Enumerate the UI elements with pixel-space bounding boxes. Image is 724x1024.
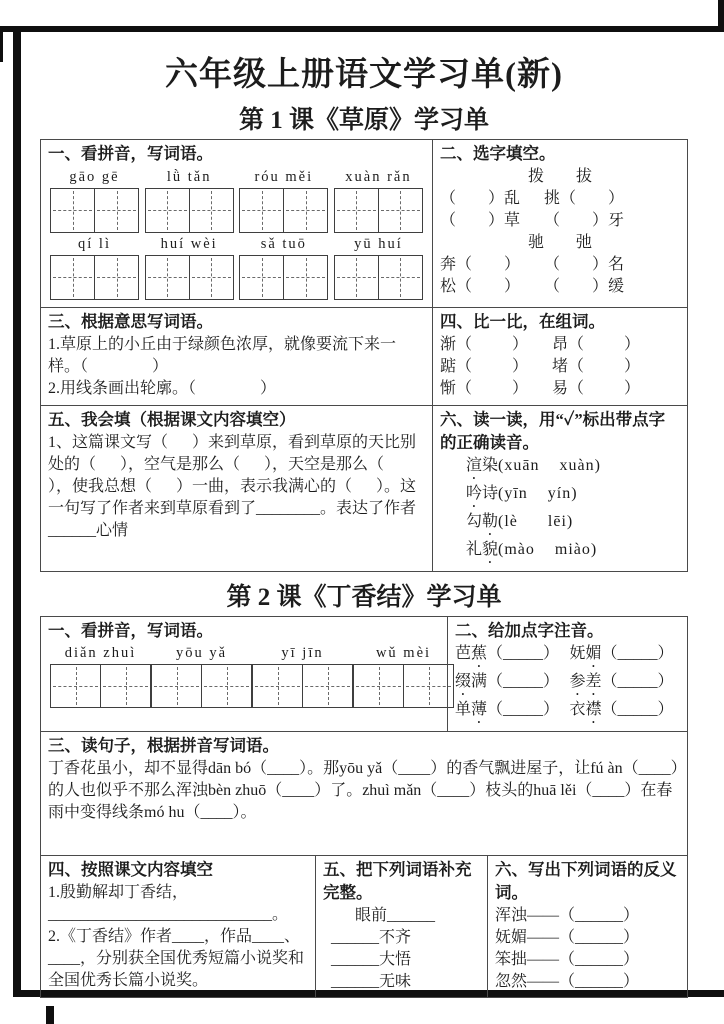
pinyin-label: xuàn rǎn [345, 168, 412, 185]
dotted-char: 媚 [585, 645, 602, 663]
pronunciation-item [440, 511, 680, 539]
pinyin-sentence-paragraph: 丁香花虽小，却不显得dān bó（____）。那yōu yǎ（____）的香气飘进屋子，让fú àn（____）的人也似乎不那么浑浊bèn zhuō（____）了。zhuì mǎn（____）枝头的huā lěi（____）在春雨中变得线条mó hu（____）。 [48, 760, 679, 822]
annotate-item [570, 671, 681, 699]
tianzige-cell [253, 665, 302, 707]
word-part: 单 [455, 701, 472, 719]
lesson2-title: 第 2 课《丁香结》学习单 [226, 583, 502, 611]
pronunciation-item [440, 455, 680, 483]
section-heading: 六、读一读，用“✓”标出带点字的正确读音。 [440, 410, 666, 452]
pinyin-label: huí wèi [160, 235, 218, 252]
complete-word-line: ______大悟 [331, 950, 412, 968]
tianzige-grid [353, 664, 454, 708]
pinyin-options: (yīn yín) [498, 484, 578, 502]
tianzige-cell [189, 256, 233, 299]
section-heading: 五、我会填（根据课文内容填空） [48, 410, 296, 429]
tianzige-cell [201, 665, 251, 707]
lesson1-section6 [432, 406, 687, 571]
tianzige-cell [240, 256, 283, 299]
word-part: 勾 [466, 512, 483, 530]
section-heading: 一、看拼音，写词语。 [48, 144, 213, 163]
pinyin-label: wǔ mèi [375, 645, 432, 662]
dotted-char: 参差 [569, 673, 602, 691]
tianzige-cell [94, 256, 138, 299]
tianzige-grid [334, 255, 423, 300]
tianzige-cell [335, 189, 378, 232]
lesson1-table [40, 139, 688, 572]
fill-line: （ ）草 （ ）牙 [440, 211, 625, 229]
pinyin-grid-row [48, 643, 440, 708]
pinyin-label: diǎn zhuì [64, 645, 137, 662]
pinyin-label: gāo gē [69, 168, 120, 185]
lesson2-section5 [315, 856, 487, 997]
word-part: 芭 [455, 645, 472, 663]
section-heading: 三、读句子，根据拼音写词语。 [48, 736, 279, 756]
word-part: 诗 [482, 484, 499, 502]
lesson1-title: 第 1 课《草原》学习单 [238, 107, 489, 134]
tianzige-grid [252, 664, 353, 708]
pinyin-label: lǜ tǎn [166, 168, 212, 185]
section-heading: 五、把下列词语补充完整。 [323, 860, 472, 903]
worksheet-content [40, 38, 688, 998]
pinyin-label: yōu yǎ [175, 645, 228, 662]
fill-line: 松（ ） （ ）缓 [440, 278, 625, 296]
scan-left-border [13, 28, 21, 993]
annotate-item [455, 643, 566, 671]
answer-paren: （_____） [601, 673, 674, 691]
lesson1-section4 [432, 308, 687, 405]
tianzige-cell [354, 665, 403, 707]
section-heading: 二、选字填空。 [440, 144, 556, 163]
pronunciation-item [440, 539, 680, 567]
dotted-char: 貌 [482, 540, 499, 558]
dotted-char: 吟 [466, 484, 483, 502]
compare-line: 踮（ ） 堵（ ） [440, 357, 641, 375]
complete-word-line: ______不齐 [331, 928, 412, 946]
pinyin-word-group [50, 643, 151, 708]
tianzige-cell [146, 189, 189, 232]
lesson2-row3 [41, 855, 687, 997]
lesson2-section2 [447, 617, 687, 732]
tianzige-cell [51, 256, 94, 299]
pinyin-label: qí lì [78, 235, 111, 252]
antonym-line: 忽然——（______） [495, 973, 640, 991]
lesson2-row1 [41, 617, 687, 732]
pinyin-word-group [334, 167, 423, 233]
pinyin-word-group [239, 167, 328, 233]
answer-paren: （_____） [601, 701, 674, 719]
lesson1-section3 [41, 308, 432, 405]
compare-line: 惭（ ） 易（ ） [440, 379, 641, 397]
pinyin-word-group [353, 643, 454, 708]
word-part: 满 [471, 673, 488, 691]
word-part: 衣 [569, 701, 586, 719]
main-title: 六年级上册语文学习单(新) [165, 57, 563, 93]
lesson1-row2 [41, 307, 687, 405]
tianzige-cell [283, 189, 327, 232]
word-part: 礼 [466, 540, 483, 558]
pinyin-word-group [50, 234, 139, 300]
tianzige-cell [94, 189, 138, 232]
tianzige-cell [378, 189, 422, 232]
choice-chars: 驰 弛 [527, 234, 592, 251]
section-heading: 一、看拼音，写词语。 [48, 620, 213, 640]
tianzige-cell [100, 665, 150, 707]
pinyin-options: (mào miào) [498, 540, 598, 558]
word-part: 染 [482, 456, 499, 474]
answer-paren: （_____） [487, 701, 560, 719]
tianzige-cell [378, 256, 422, 299]
scan-right-border [718, 0, 724, 28]
tianzige-grid [50, 188, 139, 233]
pronunciation-item [440, 483, 680, 511]
pinyin-label: sǎ tuō [260, 235, 307, 252]
pinyin-word-group [151, 643, 252, 708]
antonym-line: 浑浊——（______） [495, 906, 640, 924]
answer-paren: （_____） [487, 673, 560, 691]
dotted-char: 渲 [466, 456, 483, 474]
lesson2-section3 [41, 732, 687, 855]
word-part: 妩 [569, 645, 586, 663]
pinyin-grid-row [48, 167, 425, 233]
pinyin-grid-row [48, 234, 425, 300]
lesson2-section6 [487, 856, 687, 997]
tianzige-cell [51, 665, 100, 707]
fill-line: （ ）乱 挑（ ） [440, 189, 625, 207]
tianzige-grid [151, 664, 252, 708]
tianzige-cell [240, 189, 283, 232]
pinyin-label: yī jīn [281, 645, 324, 662]
lesson2-section1 [41, 617, 447, 732]
tianzige-grid [145, 188, 234, 233]
lesson1-section1 [41, 140, 432, 307]
question-item: 2.《丁香结》作者____，作品____、____，分别获全国优秀短篇小说奖和全国优秀长篇小说奖。 [48, 928, 305, 990]
dotted-char: 缀 [455, 673, 472, 691]
tianzige-cell [189, 189, 233, 232]
dotted-char: 薄 [471, 701, 488, 719]
tianzige-grid [239, 188, 328, 233]
lesson2-row2 [41, 731, 687, 855]
pinyin-options: (xuān xuàn) [498, 456, 601, 474]
section-heading: 二、给加点字注音。 [455, 620, 604, 640]
lesson1-section2 [432, 140, 687, 307]
answer-paren: （_____） [601, 645, 674, 663]
next-page-border [46, 1006, 54, 1024]
tianzige-grid [334, 188, 423, 233]
annotation-grid [455, 643, 680, 727]
tianzige-grid [239, 255, 328, 300]
tianzige-cell [403, 665, 453, 707]
section-heading: 四、按照课文内容填空 [48, 860, 213, 880]
question-item: 2.用线条画出轮廓。（ ） [48, 379, 277, 397]
dotted-char: 蕉 [471, 645, 488, 663]
lesson1-section5 [41, 406, 432, 571]
compare-line: 渐（ ） 昂（ ） [440, 335, 641, 353]
complete-word-line: ______无味 [331, 973, 412, 991]
section-heading: 六、写出下列词语的反义词。 [495, 860, 677, 903]
choice-chars: 拨 拔 [527, 167, 592, 185]
pinyin-options: (lè lēi) [498, 512, 574, 530]
tianzige-cell [152, 665, 201, 707]
tianzige-grid [50, 664, 151, 708]
scan-edge-sliver [0, 28, 3, 62]
fill-line: 奔（ ） （ ）名 [440, 256, 625, 274]
annotate-item [570, 643, 681, 671]
annotate-item [455, 699, 566, 727]
pinyin-word-group [145, 234, 234, 300]
tianzige-cell [302, 665, 352, 707]
section-heading: 三、根据意思写词语。 [48, 312, 213, 331]
antonym-line: 妩媚——（______） [495, 928, 640, 946]
tianzige-cell [146, 256, 189, 299]
scan-top-border [0, 26, 724, 32]
question-item: 1.殷勤解却丁香结，____________________________。 [48, 884, 289, 924]
tianzige-cell [335, 256, 378, 299]
pinyin-word-group [252, 643, 353, 708]
tianzige-grid [50, 255, 139, 300]
lesson2-table [40, 616, 688, 999]
antonym-line: 笨拙——（______） [495, 950, 640, 968]
lesson1-row1 [41, 140, 687, 307]
section-heading: 四、比一比，在组词。 [440, 312, 605, 331]
tianzige-grid [145, 255, 234, 300]
question-item: 1.草原上的小丘由于绿颜色浓厚，就像要流下来一样。（ ） [48, 335, 397, 375]
pinyin-word-group [334, 234, 423, 300]
annotate-item [570, 699, 681, 727]
complete-word-line: 眼前______ [355, 906, 436, 924]
tianzige-cell [51, 189, 94, 232]
lesson1-row3 [41, 405, 687, 571]
pinyin-word-group [239, 234, 328, 300]
pinyin-label: róu měi [254, 168, 314, 185]
tianzige-cell [283, 256, 327, 299]
annotate-item [455, 671, 566, 699]
lesson2-section4 [41, 856, 315, 997]
pinyin-word-group [145, 167, 234, 233]
fill-in-paragraph: 1、这篇课文写（ ）来到草原，看到草原的天比别处的（ ），空气是那么（ ），天空是那么（ ），使我总想（ ）一曲，表示我满心的（ ）。这一句写了作者来到草原看到了________。表达了作者______心情 [48, 433, 417, 540]
dotted-char: 襟 [585, 701, 602, 719]
dotted-char: 勒 [482, 512, 499, 530]
pinyin-word-group [50, 167, 139, 233]
pinyin-label: yū huí [354, 235, 403, 252]
answer-paren: （_____） [487, 645, 560, 663]
